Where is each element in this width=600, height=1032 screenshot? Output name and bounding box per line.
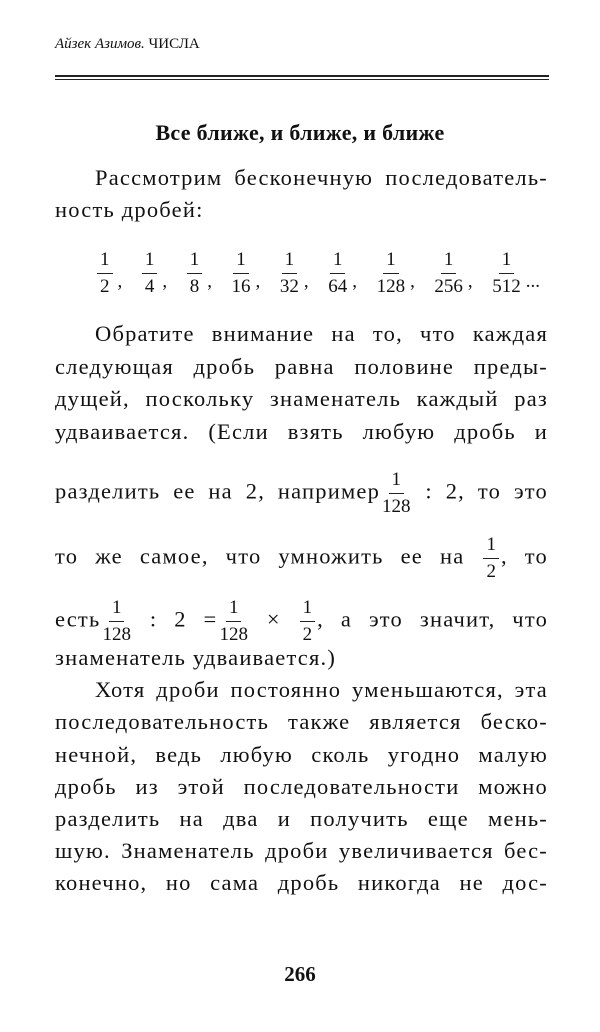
denominator: 8 bbox=[189, 276, 200, 297]
fraction-sequence bbox=[95, 250, 540, 297]
text: то же самое, что умножить ее на bbox=[55, 543, 465, 569]
denominator: 16 bbox=[231, 276, 251, 297]
separator: , bbox=[162, 271, 168, 292]
text: разделить ее на 2, например bbox=[55, 478, 381, 504]
separator: , bbox=[255, 271, 261, 292]
sequence-item bbox=[140, 250, 167, 297]
text: : 2, то это bbox=[425, 478, 548, 504]
header-rule-thin bbox=[55, 79, 549, 80]
text-line: разделить на два и получить еще мень- bbox=[55, 806, 548, 831]
denominator: 128 bbox=[376, 276, 406, 297]
numerator: 1 bbox=[226, 598, 242, 622]
header-rule bbox=[55, 75, 549, 77]
text: , то bbox=[500, 543, 548, 569]
text: , а это значит, что bbox=[317, 606, 549, 632]
numerator: 1 bbox=[233, 250, 249, 274]
text-line: дущей, поскольку знаменатель каждый раз bbox=[55, 386, 548, 411]
text-line: шую. Знаменатель дроби увеличивается бес- bbox=[55, 838, 548, 863]
numerator: 1 bbox=[187, 250, 203, 274]
math-line-2 bbox=[55, 535, 548, 582]
fraction bbox=[232, 250, 251, 297]
denominator: 256 bbox=[434, 276, 463, 297]
text: × bbox=[266, 606, 281, 632]
fraction bbox=[300, 598, 316, 645]
fraction bbox=[328, 250, 347, 297]
section-title: Все ближе, и ближе, и ближе bbox=[155, 120, 445, 145]
author: Айзек Азимов. bbox=[55, 36, 145, 52]
separator: , bbox=[303, 271, 309, 292]
sequence-item bbox=[490, 250, 540, 297]
sequence-item bbox=[278, 250, 309, 297]
numerator: 1 bbox=[282, 250, 298, 274]
sequence-item bbox=[432, 250, 472, 297]
running-header bbox=[55, 36, 200, 53]
denominator: 128 bbox=[219, 624, 248, 645]
fraction bbox=[142, 250, 158, 297]
text-line: следующая дробь равна половине преды- bbox=[55, 354, 548, 379]
sequence-item bbox=[230, 250, 261, 297]
denominator: 32 bbox=[279, 276, 299, 297]
separator: , bbox=[467, 271, 473, 292]
text: есть bbox=[55, 606, 101, 632]
denominator: 4 bbox=[144, 276, 155, 297]
text-line: удваивается. (Если взять любую дробь и bbox=[55, 419, 548, 444]
numerator: 1 bbox=[499, 250, 515, 274]
text-line: нечной, ведь любую сколь угодно малую bbox=[55, 742, 548, 767]
sequence-item bbox=[185, 250, 212, 297]
math-line-3 bbox=[55, 598, 548, 645]
separator: , bbox=[207, 271, 212, 292]
fraction bbox=[377, 250, 406, 297]
fraction bbox=[219, 598, 248, 645]
text-line: конечно, но сама дробь никогда не дос- bbox=[55, 870, 548, 895]
fraction bbox=[97, 250, 113, 297]
denominator: 2 bbox=[302, 624, 313, 645]
sequence-item bbox=[375, 250, 415, 297]
fraction bbox=[483, 535, 499, 582]
denominator: 2 bbox=[100, 276, 110, 297]
text: : 2 = bbox=[149, 606, 218, 632]
fraction bbox=[187, 250, 203, 297]
denominator: 64 bbox=[328, 276, 348, 297]
denominator: 512 bbox=[492, 276, 521, 297]
numerator: 1 bbox=[441, 250, 457, 274]
denominator: 128 bbox=[382, 496, 411, 517]
fraction bbox=[280, 250, 299, 297]
fraction bbox=[382, 470, 411, 517]
text-line: Рассмотрим бесконечную последователь- bbox=[95, 165, 548, 190]
book-title: ЧИСЛА bbox=[148, 36, 200, 52]
numerator: 1 bbox=[330, 250, 346, 274]
text-line: последовательность также является беско- bbox=[55, 709, 548, 734]
fraction bbox=[434, 250, 463, 297]
denominator: 2 bbox=[486, 561, 496, 582]
fraction bbox=[492, 250, 521, 297]
denominator: 128 bbox=[102, 624, 131, 645]
numerator: 1 bbox=[389, 470, 405, 494]
numerator: 1 bbox=[97, 250, 113, 274]
page-number: 266 bbox=[284, 962, 316, 986]
separator: , bbox=[410, 271, 415, 292]
separator: , bbox=[117, 271, 123, 292]
fraction bbox=[102, 598, 131, 645]
text-line: знаменатель удваивается.) bbox=[55, 645, 337, 670]
numerator: 1 bbox=[300, 598, 316, 622]
separator: , bbox=[352, 271, 357, 292]
numerator: 1 bbox=[142, 250, 158, 274]
separator: ... bbox=[525, 271, 540, 292]
math-line-1 bbox=[55, 470, 548, 517]
sequence-item bbox=[95, 250, 122, 297]
sequence-item bbox=[326, 250, 357, 297]
numerator: 1 bbox=[383, 250, 399, 274]
text-line: Хотя дроби постоянно уменьшаются, эта bbox=[95, 677, 548, 702]
text-line: дробь из этой последовательности можно bbox=[55, 774, 548, 799]
text-line: Обратите внимание на то, что каждая bbox=[95, 321, 548, 346]
numerator: 1 bbox=[483, 535, 499, 559]
numerator: 1 bbox=[109, 598, 125, 622]
text-line: ность дробей: bbox=[55, 197, 204, 222]
